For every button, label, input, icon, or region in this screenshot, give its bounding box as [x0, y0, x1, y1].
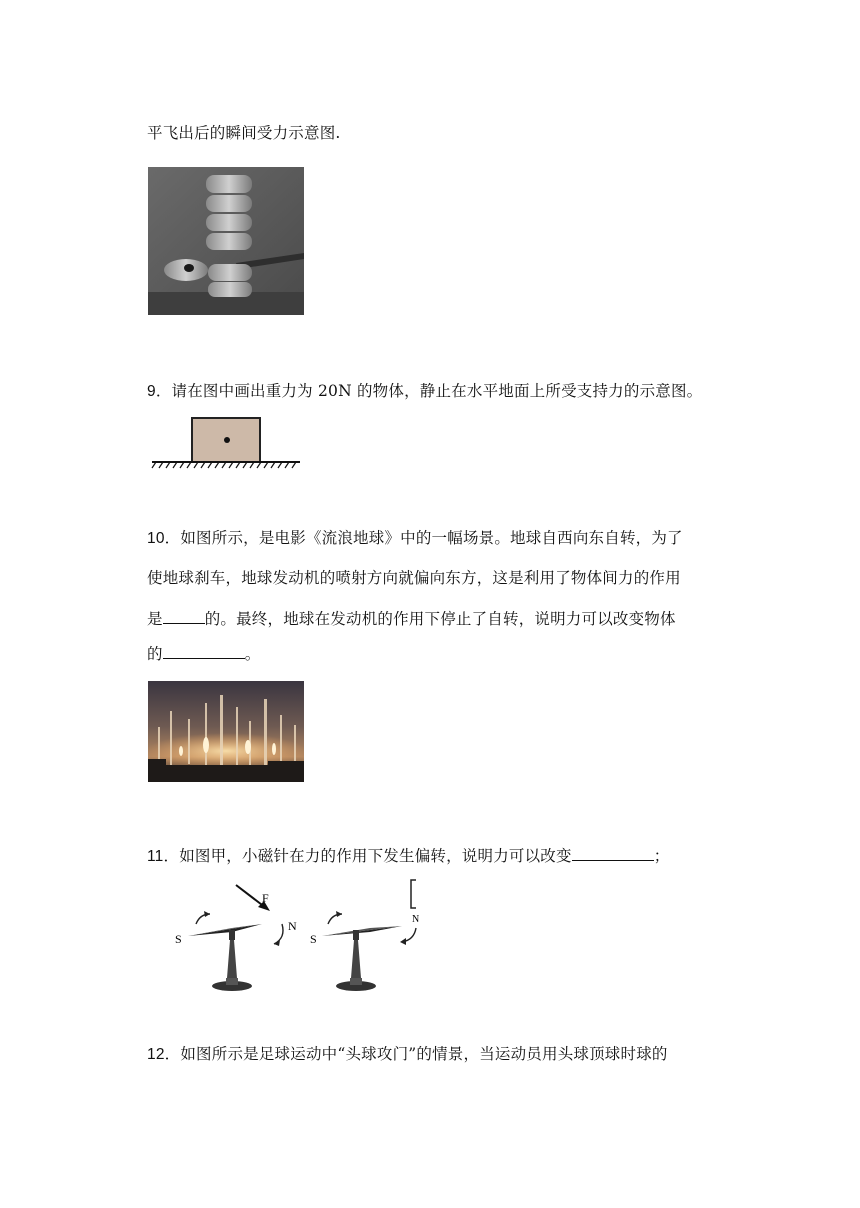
question-number: 12．	[147, 1046, 181, 1063]
question-text: 如图所示，是电影《流浪地球》中的一幅场景。地球自西向东自转，为了	[180, 529, 683, 547]
question-text: 请在图中画出重力为 20N 的物体，静止在水平地面上所受支持力的示意图。	[171, 382, 703, 400]
answer-blank-2[interactable]	[163, 642, 245, 659]
pole-n-label-left: N	[288, 919, 297, 933]
text-after-blank: 。	[244, 645, 261, 663]
question-12	[147, 1044, 668, 1065]
pole-s-label-left: S	[175, 932, 182, 946]
answer-blank[interactable]	[572, 844, 654, 861]
block-on-ground-figure	[150, 414, 302, 470]
question-10-line-1	[147, 528, 683, 549]
force-label: F	[262, 891, 269, 905]
text-before-blank: 的	[147, 645, 163, 663]
pole-s-label-right: S	[310, 932, 317, 946]
text-before-blank: 是	[147, 610, 163, 628]
question-number: 9．	[147, 383, 172, 400]
question-9	[147, 381, 702, 402]
question-number: 11．	[147, 848, 180, 865]
question-11	[147, 844, 669, 867]
question-10-line-3	[147, 607, 676, 629]
magnetic-needle-figure	[170, 878, 430, 996]
answer-blank-1[interactable]	[163, 607, 205, 624]
text-after-blank: 的。最终，地球在发动机的作用下停止了自转，说明力可以改变物体	[204, 610, 676, 628]
wandering-earth-photo	[148, 681, 304, 782]
question-text: 如图甲，小磁针在力的作用下发生偏转，说明力可以改变	[179, 847, 572, 865]
text-after-blank: ；	[653, 847, 670, 865]
question-text: 如图所示是足球运动中“头球攻门”的情景，当运动员用头球顶球时球的	[180, 1045, 668, 1063]
question-10-line-2: 使地球刹车，地球发动机的喷射方向就偏向东方，这是利用了物体间力的作用	[147, 569, 681, 587]
question-10-line-4	[147, 642, 260, 664]
stacked-rings-photo	[148, 167, 304, 315]
question-number: 10．	[147, 530, 181, 547]
pole-n-label-right: N	[412, 914, 420, 925]
intro-text: 平飞出后的瞬间受力示意图.	[147, 124, 341, 142]
